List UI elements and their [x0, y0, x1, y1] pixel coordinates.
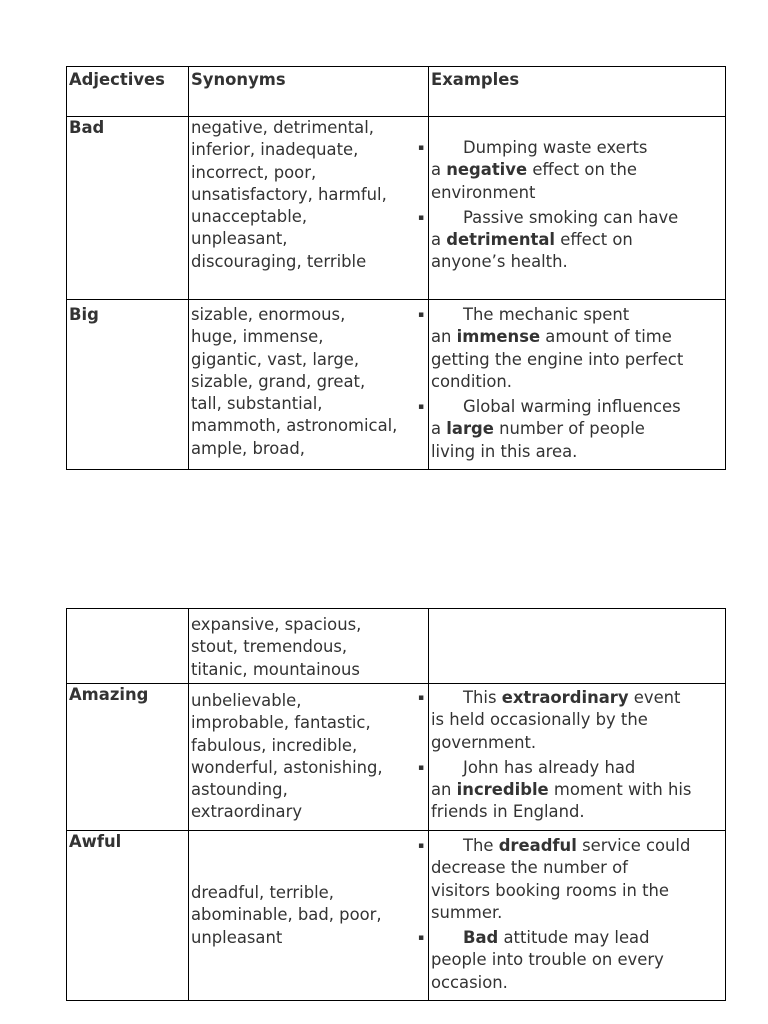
example-text: a — [431, 160, 447, 180]
synonyms-line: discouraging, terrible — [191, 251, 367, 271]
table-row — [67, 117, 726, 300]
example-text: living in this area. — [431, 441, 578, 461]
example-text: effect on the — [527, 160, 637, 180]
example-text: number of people — [493, 419, 645, 439]
example-text: a — [431, 419, 447, 439]
adjective-cell — [67, 609, 189, 684]
example-keyword: detrimental — [446, 230, 556, 250]
synonyms-line: stout, tremendous, — [191, 637, 348, 657]
examples-cell — [418, 684, 726, 831]
example-text: an — [431, 780, 457, 800]
example-keyword: Bad — [463, 928, 499, 948]
synonyms-line: ample, broad, — [191, 438, 305, 458]
bullet-icon: ▪ — [418, 143, 425, 153]
example-keyword: negative — [446, 160, 528, 180]
example-text: This — [463, 688, 502, 707]
bullet-icon: ▪ — [418, 693, 425, 703]
synonyms-cell — [189, 831, 429, 1001]
examples-cell — [418, 117, 726, 300]
example-keyword: incredible — [456, 780, 549, 800]
example-text: anyone’s health. — [431, 252, 568, 272]
example-text: John has already had — [463, 757, 636, 777]
example-item — [418, 757, 723, 824]
synonyms-line: unacceptable, — [191, 207, 308, 227]
synonyms-line: dreadful, terrible, — [191, 883, 334, 903]
example-item — [418, 927, 723, 994]
adjective-cell: Amazing — [67, 684, 189, 831]
example-keyword: immense — [456, 327, 541, 347]
example-keyword: extraordinary — [501, 688, 629, 707]
synonyms-line: huge, immense, — [191, 327, 324, 347]
synonyms-line: titanic, mountainous — [191, 659, 360, 679]
synonyms-line: unsatisfactory, harmful, — [191, 184, 387, 204]
example-text: Global warming influences — [463, 397, 681, 417]
example-item — [418, 835, 723, 924]
bullet-icon: ▪ — [418, 841, 425, 851]
example-text: Passive smoking can have — [463, 207, 679, 227]
example-text: is held occasionally by the — [431, 710, 648, 730]
synonyms-line: fabulous, incredible, — [191, 735, 358, 755]
example-text: occasion. — [431, 972, 508, 992]
adjective-cell: Awful — [67, 831, 189, 1001]
example-item — [418, 207, 723, 274]
example-text: The mechanic spent — [463, 305, 630, 324]
table-header-row — [67, 67, 726, 117]
example-text: summer. — [431, 902, 503, 922]
example-keyword: large — [446, 419, 494, 439]
synonyms-line: improbable, fantastic, — [191, 713, 371, 733]
example-text: friends in England. — [431, 802, 585, 822]
bullet-icon: ▪ — [418, 933, 425, 944]
examples-cell — [418, 300, 726, 470]
example-text: event — [628, 688, 681, 707]
example-text: environment — [431, 182, 536, 202]
bullet-icon: ▪ — [418, 310, 425, 320]
synonyms-line: expansive, spacious, — [191, 615, 362, 634]
examples-cell — [429, 609, 726, 684]
table-row — [67, 684, 726, 831]
example-item — [418, 687, 723, 754]
synonyms-line: abominable, bad, poor, — [191, 905, 382, 925]
example-text: people into trouble on every — [431, 950, 664, 970]
synonyms-line: extraordinary — [191, 802, 303, 822]
vocabulary-table-2 — [66, 608, 726, 1001]
synonyms-line: sizable, enormous, — [191, 305, 346, 324]
bullet-icon: ▪ — [418, 762, 425, 773]
example-text: Dumping waste exerts — [463, 138, 648, 157]
example-text: moment with his — [548, 780, 692, 800]
header-examples: Examples — [429, 67, 726, 117]
example-item — [418, 137, 723, 204]
header-synonyms: Synonyms — [189, 67, 429, 117]
synonyms-line: incorrect, poor, — [191, 162, 317, 182]
synonyms-line: unpleasant — [191, 927, 283, 947]
example-text: getting the engine into perfect — [431, 349, 684, 369]
synonyms-line: sizable, grand, great, — [191, 371, 366, 391]
bullet-icon: ▪ — [418, 402, 425, 413]
example-text: an — [431, 327, 457, 347]
example-text: government. — [431, 732, 537, 752]
table-row — [67, 300, 726, 470]
example-item — [418, 396, 723, 463]
synonyms-line: unbelievable, — [191, 691, 302, 710]
example-text: amount of time — [540, 327, 672, 347]
example-text: visitors booking rooms in the — [431, 880, 670, 900]
synonyms-line: unpleasant, — [191, 229, 288, 249]
examples-cell — [418, 831, 726, 1001]
synonyms-cell — [189, 609, 429, 684]
synonyms-cell — [189, 117, 429, 300]
table-row — [67, 609, 726, 684]
synonyms-line: inferior, inadequate, — [191, 140, 359, 160]
example-text: condition. — [431, 371, 512, 391]
example-text: decrease the number of — [431, 858, 628, 878]
synonyms-line: mammoth, astronomical, — [191, 416, 398, 436]
synonyms-line: astounding, — [191, 780, 288, 800]
example-text: The — [463, 836, 499, 855]
synonyms-line: gigantic, vast, large, — [191, 349, 360, 369]
synonyms-cell — [189, 300, 429, 470]
example-item — [418, 304, 723, 393]
example-keyword: dreadful — [498, 836, 577, 855]
adjective-cell: Bad — [67, 117, 189, 300]
example-text: attitude may lead — [498, 928, 650, 948]
vocabulary-table-1 — [66, 66, 726, 470]
example-text: service could — [576, 836, 691, 855]
bullet-icon: ▪ — [418, 212, 425, 223]
table-row — [67, 831, 726, 1001]
example-text: effect on — [555, 230, 633, 250]
example-text: a — [431, 230, 447, 250]
header-adjectives: Adjectives — [67, 67, 189, 117]
synonyms-line: tall, substantial, — [191, 394, 323, 414]
synonyms-line: wonderful, astonishing, — [191, 757, 383, 777]
adjective-cell: Big — [67, 300, 189, 470]
synonyms-line: negative, detrimental, — [191, 118, 374, 137]
synonyms-cell — [189, 684, 429, 831]
